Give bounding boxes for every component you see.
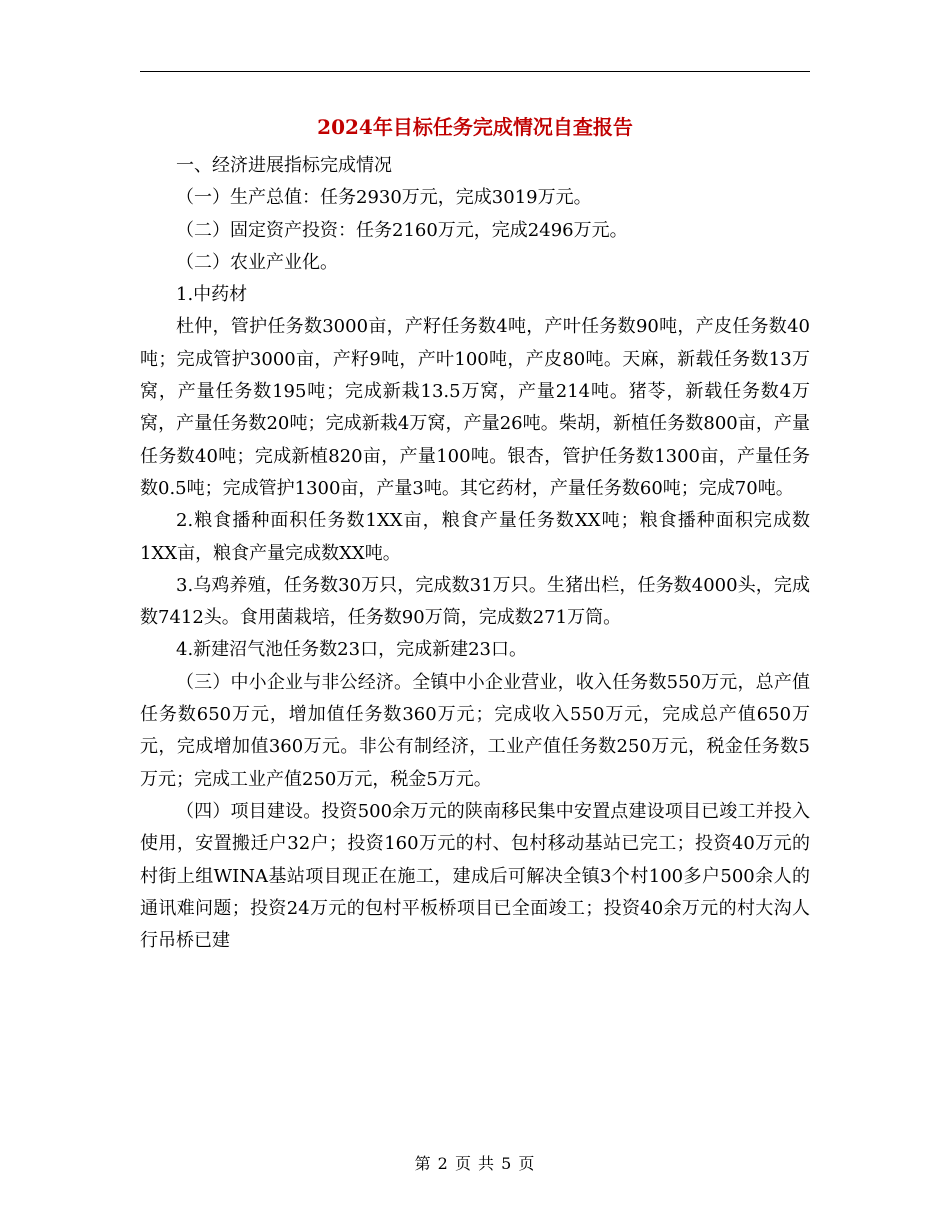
paragraph-sme: （三）中小企业与非公经济。全镇中小企业营业，收入任务数550万元，总产值任务数650万元，增加值任务数360万元；完成收入550万元，完成总产值650万元，完成增加值360万元。非公有制经济，工业产值任务数250万元，税金任务数5万元；完成工业产值250万元，税金5万元。	[140, 671, 810, 790]
paragraph-projects: （四）项目建设。投资500余万元的陕南移民集中安置点建设项目已竣工并投入使用，安置搬迁户32户；投资160万元的村、包村移动基站已完工；投资40万元的村街上组WINA基站项目现正在施工，建成后可解决全镇3个村100多户500余人的通讯难问题；投资24万元的包村平板桥项目已全面竣工；投资40余万元的村大沟人行吊桥已建	[140, 800, 810, 952]
document-body	[140, 150, 810, 957]
header-rule	[140, 71, 810, 72]
paragraph-agriculture-heading: （二）农业产业化。	[176, 251, 338, 273]
paragraph-gdp: （一）生产总值：任务2930万元，完成3019万元。	[176, 187, 592, 209]
paragraph-herbs-heading: 1.中药材	[176, 284, 248, 306]
paragraph-herbs-detail: 杜仲，管护任务数3000亩，产籽任务数4吨，产叶任务数90吨，产皮任务数40吨；完成管护3000亩，产籽9吨，产叶100吨，产皮80吨。天麻，新载任务数13万窝，产量任务数195吨；完成新栽13.5万窝，产量214吨。猪苓，新载任务数4万窝，产量任务数20吨；完成新栽4万窝，产量26吨。柴胡，新植任务数800亩，产量任务数40吨；完成新植820亩，产量100吨。银杏，管护任务数1300亩，产量任务数0.5吨；完成管护1300亩，产量3吨。其它药材，产量任务数60吨；完成70吨。	[140, 316, 810, 499]
document-title: 2024年目标任务完成情况自查报告	[317, 115, 633, 139]
section-heading-economic: 一、经济进展指标完成情况	[176, 155, 392, 176]
paragraph-fixed-assets: （二）固定资产投资：任务2160万元，完成2496万元。	[176, 219, 628, 241]
paragraph-livestock: 3.乌鸡养殖，任务数30万只，完成数31万只。生猪出栏，任务数4000头，完成数7412头。食用菌栽培，任务数90万筒，完成数271万筒。	[140, 574, 810, 629]
paragraph-biogas: 4.新建沼气池任务数23口，完成新建23口。	[176, 639, 527, 661]
paragraph-grain: 2.粮食播种面积任务数1XX亩，粮食产量任务数XX吨；粮食播种面积完成数1XX亩，粮食产量完成数XX吨。	[140, 510, 810, 564]
page-footer: 第 2 页 共 5 页	[414, 1154, 536, 1173]
